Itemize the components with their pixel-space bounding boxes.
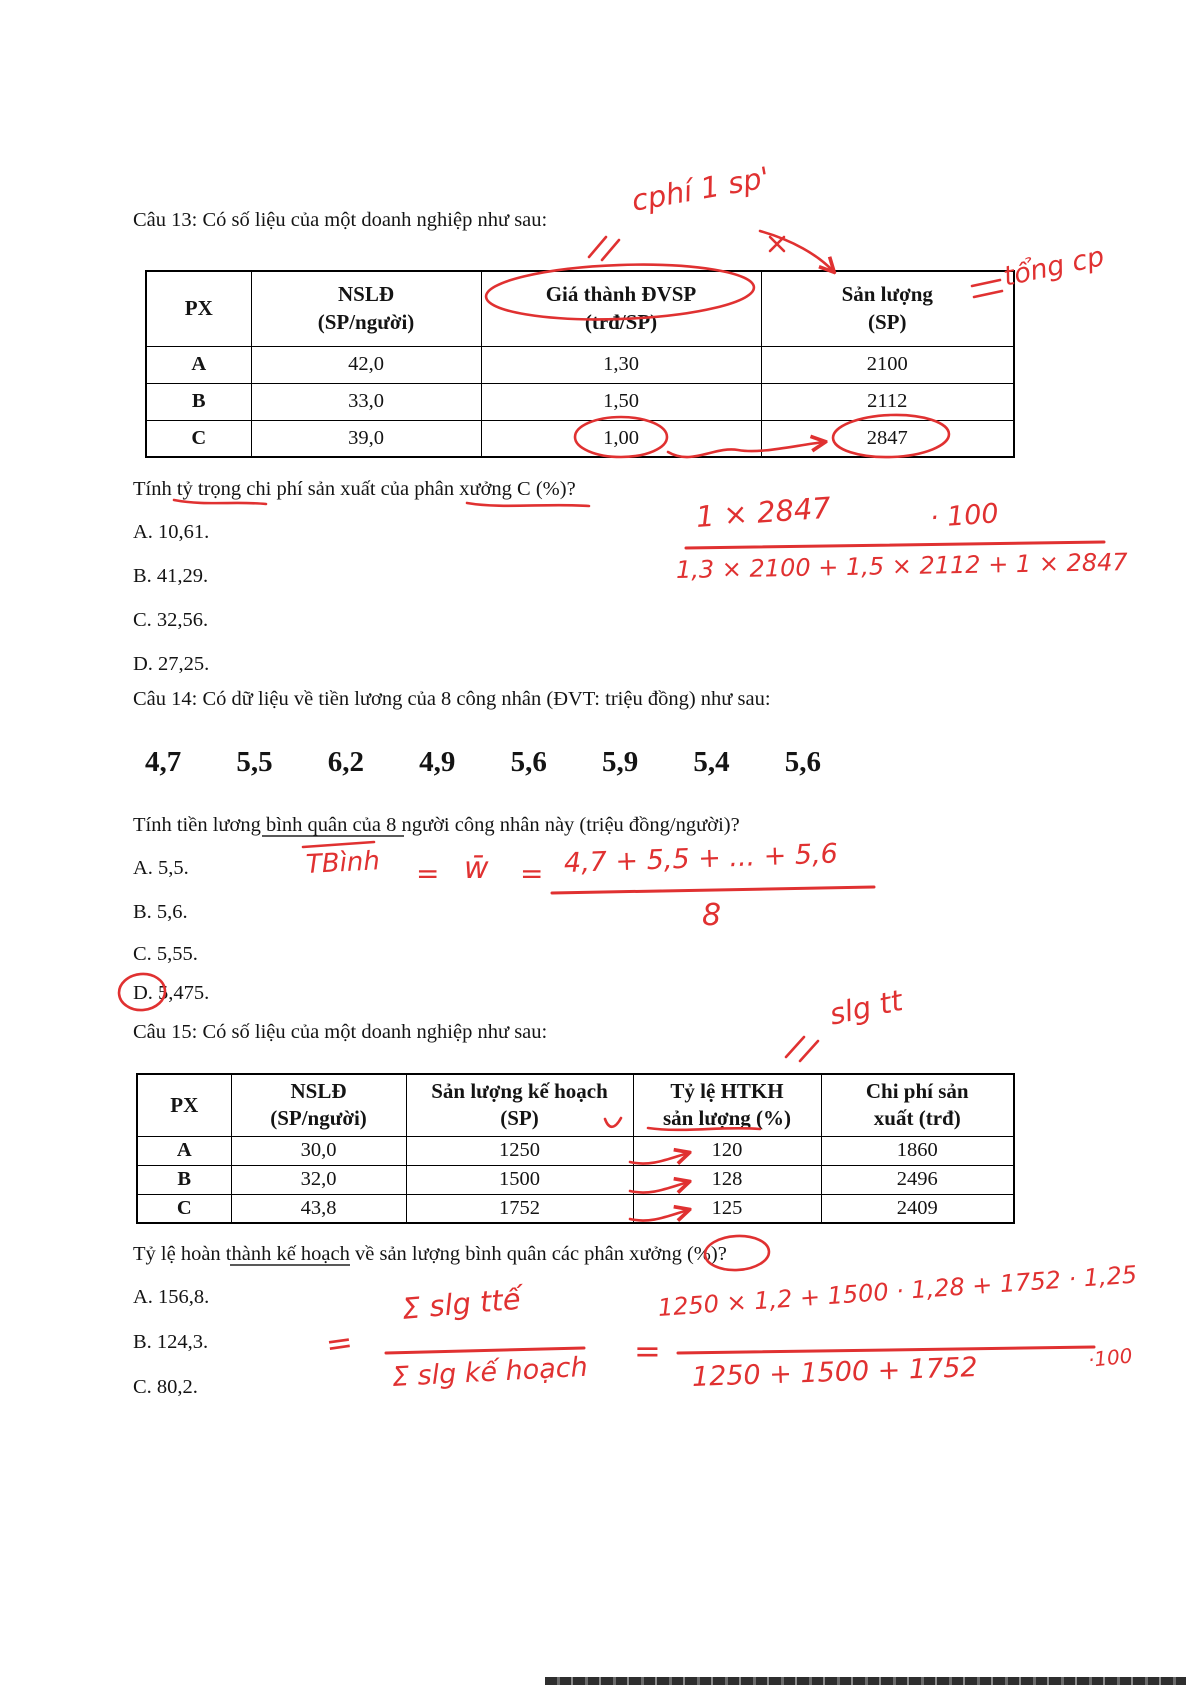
q13-col-giathanh [481, 271, 761, 346]
table-cell: 2496 [821, 1165, 1014, 1194]
table-cell: 2409 [821, 1194, 1014, 1223]
handwriting-q13-times-100: · 100 [928, 498, 1000, 534]
q13-col-nsld-l1: NSLĐ [337, 282, 395, 307]
table-cell: 1,00 [481, 420, 761, 457]
table-cell: A [137, 1136, 231, 1165]
table-cell: 1500 [406, 1165, 633, 1194]
table-cell: C [137, 1194, 231, 1223]
q14-question: Tính tiền lương bình quân của 8 người công nhân này (triệu đồng/người)? [133, 814, 740, 836]
table-cell: 1860 [821, 1136, 1014, 1165]
q15-col-htkh-l1: Tỷ lệ HTKH [670, 1078, 784, 1103]
q14-title: Câu 14: Có dữ liệu về tiền lương của 8 công nhân (ĐVT: triệu đồng) như sau: [133, 688, 771, 710]
q15-col-htkh [633, 1074, 821, 1136]
handwriting-q13-fraction-numerator: 1 × 2847 [694, 490, 832, 534]
q15-option-a: A. 156,8. [133, 1286, 210, 1308]
red-double-slash-q13 [589, 237, 619, 260]
q14-option-b: B. 5,6. [133, 901, 188, 923]
q13-option-d: D. 27,25. [133, 653, 210, 675]
red-x-mark [770, 237, 784, 251]
q15-col-nsld-l1: NSLĐ [290, 1078, 347, 1103]
wage-value: 4,7 [145, 746, 182, 778]
q13-col-nsld-l2: (SP/người) [317, 309, 415, 334]
handwriting-equals-2: = [520, 857, 544, 890]
q15-col-px-label: PX [170, 1092, 199, 1117]
q13-table [145, 270, 1015, 458]
table-cell: 125 [633, 1194, 821, 1223]
table-cell: 1,50 [481, 383, 761, 420]
q13-col-sanluong-l2: (SP) [868, 309, 907, 334]
q15-col-nsld-l2: (SP/người) [270, 1106, 367, 1131]
handwriting-q15-fraction1-numerator: Σ slg ttế [400, 1281, 522, 1326]
wage-value: 5,4 [693, 746, 730, 778]
q13-col-giathanh-l2: (trđ/SP) [584, 309, 658, 334]
q15-table [136, 1073, 1015, 1224]
q13-option-b: B. 41,29. [133, 565, 209, 587]
table-cell: 33,0 [251, 383, 481, 420]
q13-option-a: A. 10,61. [133, 521, 210, 543]
table-cell: C [146, 420, 251, 457]
q13-col-sanluong-l1: Sản lượng [841, 282, 933, 307]
bottom-edge-bar [545, 1677, 1186, 1685]
q14-option-a: A. 5,5. [133, 857, 189, 879]
handwriting-cost-per-unit: cphí 1 sp' [629, 160, 773, 218]
q13-col-nsld [251, 271, 481, 346]
q15-row-c [137, 1194, 1014, 1223]
q13-title: Câu 13: Có số liệu của một doanh nghiệp như sau: [133, 209, 548, 231]
q15-col-slkh-l2: (SP) [500, 1106, 539, 1131]
wage-value: 4,9 [419, 746, 456, 778]
q15-option-c: C. 80,2. [133, 1376, 198, 1398]
table-cell: 30,0 [231, 1136, 406, 1165]
wage-value: 5,5 [236, 746, 273, 778]
q13-row-b [146, 383, 1014, 420]
wage-value: 5,6 [784, 746, 821, 778]
red-fraction-line-q15-left [386, 1348, 584, 1353]
q15-row-b [137, 1165, 1014, 1194]
red-fraction-line-q14 [552, 887, 874, 893]
q15-col-slkh-l1: Sản lượng kế hoạch [431, 1078, 608, 1103]
q13-col-px-label: PX [184, 296, 213, 321]
q15-title: Câu 15: Có số liệu của một doanh nghiệp như sau: [133, 1021, 548, 1043]
table-cell: 2112 [761, 383, 1014, 420]
q15-option-b: B. 124,3. [133, 1331, 209, 1353]
table-cell: 32,0 [231, 1165, 406, 1194]
handwriting-q13-fraction-denominator: 1,3 × 2100 + 1,5 × 2112 + 1 × 2847 [675, 548, 1128, 584]
table-cell: B [146, 383, 251, 420]
table-cell: 1250 [406, 1136, 633, 1165]
wage-value: 5,9 [601, 746, 639, 778]
handwriting-times-100-small: ·100 [1086, 1343, 1134, 1372]
table-cell: 2100 [761, 346, 1014, 383]
q13-col-sanluong [761, 271, 1014, 346]
q15-question: Tỷ lệ hoàn thành kế hoạch về sản lượng bình quân các phân xưởng (%)? [133, 1243, 727, 1265]
table-cell: 128 [633, 1165, 821, 1194]
q14-wage-values [145, 746, 821, 779]
q13-col-giathanh-l1: Giá thành ĐVSP [545, 282, 697, 307]
handwriting-q14-fraction-denominator: 8 [702, 898, 722, 933]
q13-row-c [146, 420, 1014, 457]
q14-option-c: C. 5,55. [133, 943, 198, 965]
q15-col-slkh [406, 1074, 633, 1136]
red-double-slash-q15 [786, 1037, 818, 1061]
handwriting-average-label: TBình [305, 846, 381, 880]
table-cell: 39,0 [251, 420, 481, 457]
q15-header-row [137, 1074, 1014, 1136]
q15-col-chiphi-l2: xuất (trđ) [873, 1106, 961, 1131]
q15-col-chiphi-l1: Chi phí sản [865, 1078, 969, 1103]
handwriting-slg-tt: slg tt [826, 983, 906, 1032]
q13-header-row [146, 271, 1014, 346]
red-arrow-to-san-luong [760, 231, 833, 271]
table-cell: A [146, 346, 251, 383]
table-cell: 1,30 [481, 346, 761, 383]
table-cell: 2847 [761, 420, 1014, 457]
q15-col-htkh-l2: sản lượng (%) [662, 1106, 792, 1131]
handwriting-q15-fraction1-denominator: Σ slg kế hoạch [391, 1351, 589, 1393]
table-cell: B [137, 1165, 231, 1194]
q15-col-chiphi [821, 1074, 1014, 1136]
table-cell: 1752 [406, 1194, 633, 1223]
red-fraction-line-q13 [686, 542, 1104, 548]
q13-question: Tính tỷ trọng chi phí sản xuất của phân xưởng C (%)? [133, 478, 576, 500]
handwriting-equals-4: = [634, 1332, 661, 1370]
red-underline-xuong-c [467, 503, 589, 506]
handwriting-w-bar: w̄ [464, 851, 489, 886]
q13-option-c: C. 32,56. [133, 609, 209, 631]
handwriting-q15-fraction2-numerator: 1250 × 1,2 + 1500 · 1,28 + 1752 · 1,25 [657, 1260, 1138, 1322]
handwriting-total-cost: tổng cp [1000, 241, 1107, 293]
red-fraction-line-q15-right [678, 1347, 1094, 1353]
q15-row-a [137, 1136, 1014, 1165]
q15-col-nsld [231, 1074, 406, 1136]
table-cell: 120 [633, 1136, 821, 1165]
table-cell: 43,8 [231, 1194, 406, 1223]
handwriting-q14-fraction-numerator: 4,7 + 5,5 + ... + 5,6 [563, 838, 839, 879]
wage-value: 5,6 [510, 746, 547, 778]
q14-option-d: D. 5,475. [133, 982, 210, 1004]
handwriting-q15-fraction2-denominator: 1250 + 1500 + 1752 [691, 1352, 979, 1393]
q13-col-px [146, 271, 251, 346]
handwriting-equals-1: = [416, 857, 440, 890]
wage-value: 6,2 [327, 746, 365, 778]
q15-col-px [137, 1074, 231, 1136]
handwriting-equals-3: = [323, 1322, 356, 1364]
q13-row-a [146, 346, 1014, 383]
table-cell: 42,0 [251, 346, 481, 383]
